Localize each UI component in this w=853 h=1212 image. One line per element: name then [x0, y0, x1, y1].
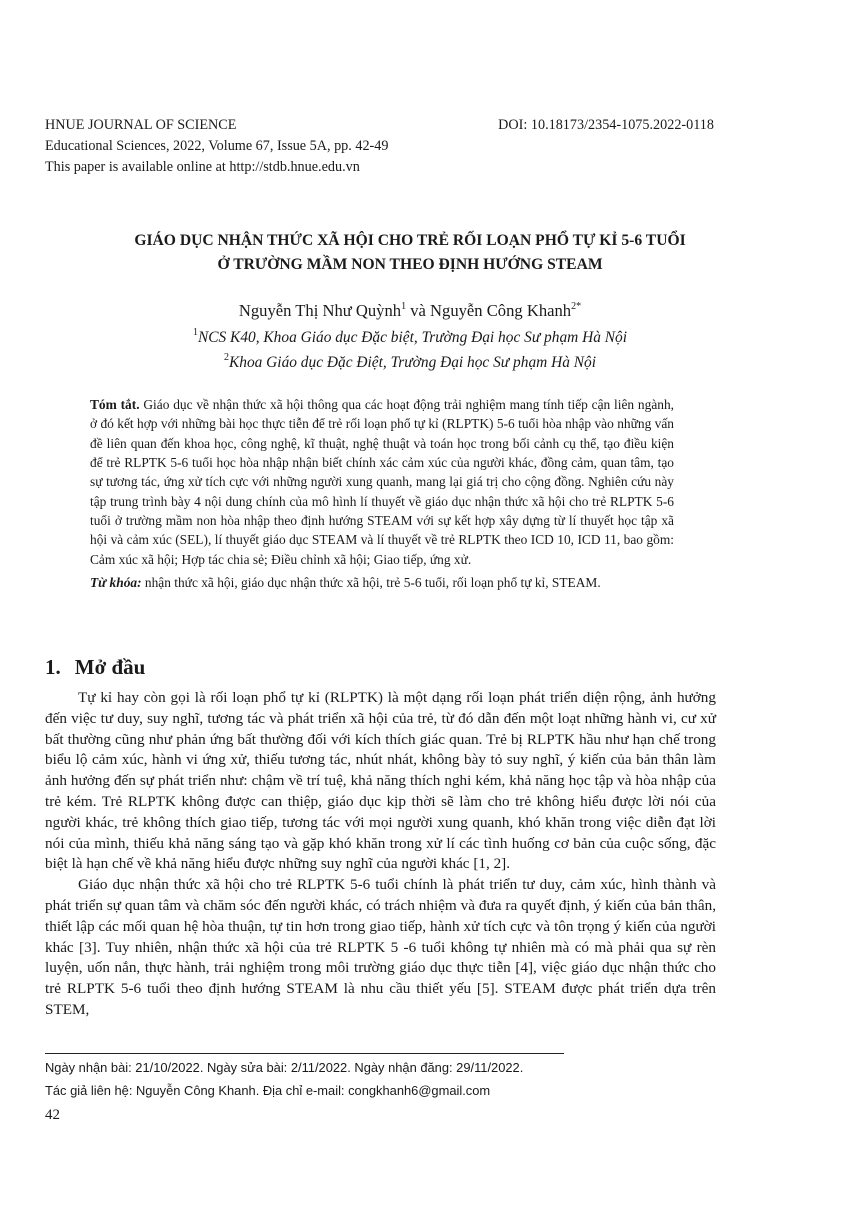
- author-connector: và: [406, 301, 431, 320]
- keywords: [90, 573, 674, 592]
- author-1: Nguyễn Thị Như Quỳnh: [238, 301, 402, 320]
- body-text: [45, 688, 716, 1021]
- footnote-divider: [45, 1053, 564, 1054]
- page-number: 42: [45, 1107, 60, 1123]
- abstract-label: Tóm tắt.: [90, 397, 140, 412]
- abstract-text: Giáo dục về nhận thức xã hội thông qua các hoạt động trải nghiệm mang tính tiếp cận liên ngành, ở đó kết hợp với những bài học thực tiễn để trẻ rối loạn phổ tự kỉ (RLPTK) 5-6 tuổi hòa nhập vào những vấn đề liên quan đến khoa học, công nghệ, kĩ thuật, nghệ thuật và toán học trong bối cảnh cụ thể, tạo điều kiện để trẻ RLPTK 5-6 tuổi học hòa nhập nhận biết chính xác cảm xúc của người khác, đồng cảm, quan tâm, tạo sự tương tác, ứng xử tích cực với những người xung quanh, mang lại giá trị cho cộng đồng. Nghiên cứu này tập trung trình bày 4 nội dung chính của mô hình lí thuyết về giáo dục nhận thức xã hội cho trẻ RLPTK 5-6 tuổi ở trường mầm non hòa nhập theo định hướng STEAM với sự kết hợp xây dựng từ lí thuyết học tập xã hội và cảm xúc (SEL), lí thuyết giáo dục STEAM và lí thuyết về trẻ RLPTK theo ICD 10, ICD 11, bao gồm: Cảm xúc xã hội; Hợp tác chia sẻ; Điều chỉnh xã hội; Giao tiếp, ứng xử.: [90, 397, 674, 567]
- affiliation-2-text: Khoa Giáo dục Đặc Điệt, Trường Đại học Sư phạm Hà Nội: [228, 354, 596, 371]
- affiliation-2: [40, 347, 780, 374]
- section-heading: [45, 653, 145, 681]
- affiliation-1-mark: 1: [192, 327, 198, 338]
- body-paragraph-2: Giáo dục nhận thức xã hội cho trẻ RLPTK 5-6 tuổi chính là phát triển tư duy, cảm xúc, hình thành và phát triển sự quan tâm và chăm sóc đến người khác, có trách nhiệm và đưa ra quyết định, ý kiến của bản thân, thiết lập các mối quan hệ hòa thuận, tự tin hơn trong giao tiếp, hành xử tích cực và tôn trọng ý kiến của người khác [3]. Tuy nhiên, nhận thức xã hội của trẻ RLPTK 5 -6 tuổi không tự nhiên mà có mà phải qua sự rèn luyện, uốn nắn, thực hành, trải nghiệm trong môi trường giáo dục thực tiễn [4], việc giáo dục nhận thức cho trẻ RLPTK 5-6 tuổi theo định hướng STEAM là nhu cầu thiết yếu [5]. STEAM được phát triển dựa trên STEM,: [45, 876, 716, 1018]
- affiliation-1-text: NCS K40, Khoa Giáo dục Đặc biệt, Trường Đại học Sư phạm Hà Nội: [197, 329, 627, 346]
- journal-issue: Educational Sciences, 2022, Volume 67, Issue 5A, pp. 42-49: [45, 138, 389, 154]
- abstract-paragraph: [90, 395, 674, 569]
- paper-title-line-2: Ở TRƯỜNG MẦM NON THEO ĐỊNH HƯỚNG STEAM: [217, 256, 603, 273]
- section-title: Mở đầu: [74, 655, 146, 679]
- affiliation-2-mark: 2: [223, 352, 229, 363]
- author-2: Nguyễn Công Khanh: [430, 301, 572, 320]
- section-number: 1.: [45, 655, 61, 679]
- journal-name: HNUE JOURNAL OF SCIENCE: [45, 117, 237, 133]
- paper-title-line-1: GIÁO DỤC NHẬN THỨC XÃ HỘI CHO TRẺ RỐI LOẠN PHỔ TỰ KỈ 5-6 TUỔI: [134, 232, 686, 249]
- online-availability: This paper is available online at http://stdb.hnue.edu.vn: [45, 159, 360, 175]
- keywords-label: Từ khóa:: [90, 575, 142, 591]
- abstract: [90, 395, 674, 592]
- doi: DOI: 10.18173/2354-1075.2022-0118: [498, 117, 714, 133]
- author-list: [40, 296, 780, 322]
- affiliation-1: [40, 322, 780, 349]
- footnote-dates: Ngày nhận bài: 21/10/2022. Ngày sửa bài: 2/11/2022. Ngày nhận đăng: 29/11/2022.: [45, 1060, 524, 1075]
- body-paragraph-1: Tự kỉ hay còn gọi là rối loạn phổ tự kỉ (RLPTK) là một dạng rối loạn phát triển diện rộng, ảnh hưởng đến việc tư duy, suy nghĩ, tương tác và phát triển xã hội của trẻ, từ đó dẫn đến một loạt những hành vi, cư xử bất thường cũng như phản ứng bất thường đối với kích thích giác quan. Trẻ bị RLPTK hầu như hạn chế trong biểu lộ cảm xúc, hành vi ứng xử, thiếu tương tác, nhút nhát, không bày tỏ suy nghĩ, ý kiến của bản thân làm ảnh hưởng đến sự phát triển như: chậm về trí tuệ, khả năng thích nghi kém, khả năng học tập và hòa nhập của trẻ kém. Trẻ RLPTK không được can thiệp, giáo dục kịp thời sẽ làm cho trẻ không hiểu được lời nói của người khác, trẻ không thích giao tiếp, tương tác với mọi người xung quanh, khó khăn trong việc diễn đạt lời nói của mình, thiếu khả năng sáng tạo và gặp khó khăn trong xử lí các tình huống cơ bản của cuộc sống, đặc biệt là hạn chế về khả năng hiểu được những suy nghĩ của người khác [1, 2].: [45, 689, 716, 873]
- author-1-affiliation-mark: 1: [401, 301, 407, 312]
- keywords-text: nhận thức xã hội, giáo dục nhận thức xã hội, trẻ 5-6 tuổi, rối loạn phổ tự kỉ, STEAM.: [141, 575, 601, 591]
- author-2-affiliation-mark: 2*: [571, 301, 582, 312]
- footnote-contact: Tác giả liên hệ: Nguyễn Công Khanh. Địa chỉ e-mail: congkhanh6@gmail.com: [45, 1083, 491, 1098]
